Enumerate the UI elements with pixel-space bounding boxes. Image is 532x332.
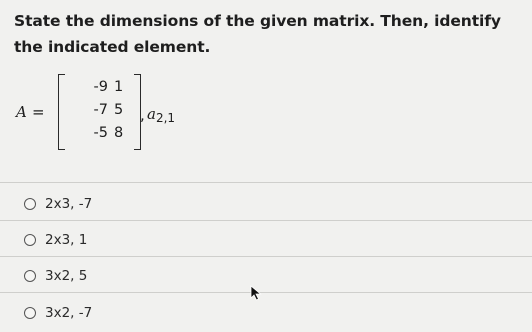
radio-button[interactable] <box>24 307 36 319</box>
matrix-expression <box>16 74 236 150</box>
divider <box>0 220 532 221</box>
question-text: State the dimensions of the given matrix. Then, identify the indicated element. <box>14 12 501 56</box>
matrix-grid <box>68 76 128 145</box>
answer-option-2[interactable] <box>24 229 224 251</box>
matrix-cell: -9 <box>93 79 108 95</box>
option-label: 3x2, -7 <box>45 305 93 321</box>
option-label: 3x2, 5 <box>45 268 88 284</box>
matrix-cell: -7 <box>93 102 108 118</box>
answer-option-3[interactable] <box>24 265 224 287</box>
divider <box>0 292 532 293</box>
matrix-cell: 1 <box>114 79 124 95</box>
matrix-cell: 8 <box>114 125 124 141</box>
element-subscript: 2,1 <box>155 111 176 125</box>
element-letter: a <box>147 105 156 123</box>
radio-button[interactable] <box>24 234 36 246</box>
answer-option-1[interactable] <box>24 193 224 215</box>
matrix-cell: -5 <box>93 125 108 141</box>
matrix-separator: , <box>140 106 145 124</box>
option-label: 2x3, -7 <box>45 196 93 212</box>
answer-option-4[interactable] <box>24 302 224 324</box>
divider <box>0 256 532 257</box>
radio-button[interactable] <box>24 270 36 282</box>
matrix-left-bracket <box>58 74 65 150</box>
matrix-name: A <box>16 103 27 121</box>
indicated-element <box>147 105 175 123</box>
mouse-pointer-icon <box>250 285 262 305</box>
option-label: 2x3, 1 <box>45 232 88 248</box>
equals-sign: = <box>32 103 45 121</box>
divider <box>0 182 532 183</box>
matrix-cell: 5 <box>114 102 124 118</box>
radio-button[interactable] <box>24 198 36 210</box>
